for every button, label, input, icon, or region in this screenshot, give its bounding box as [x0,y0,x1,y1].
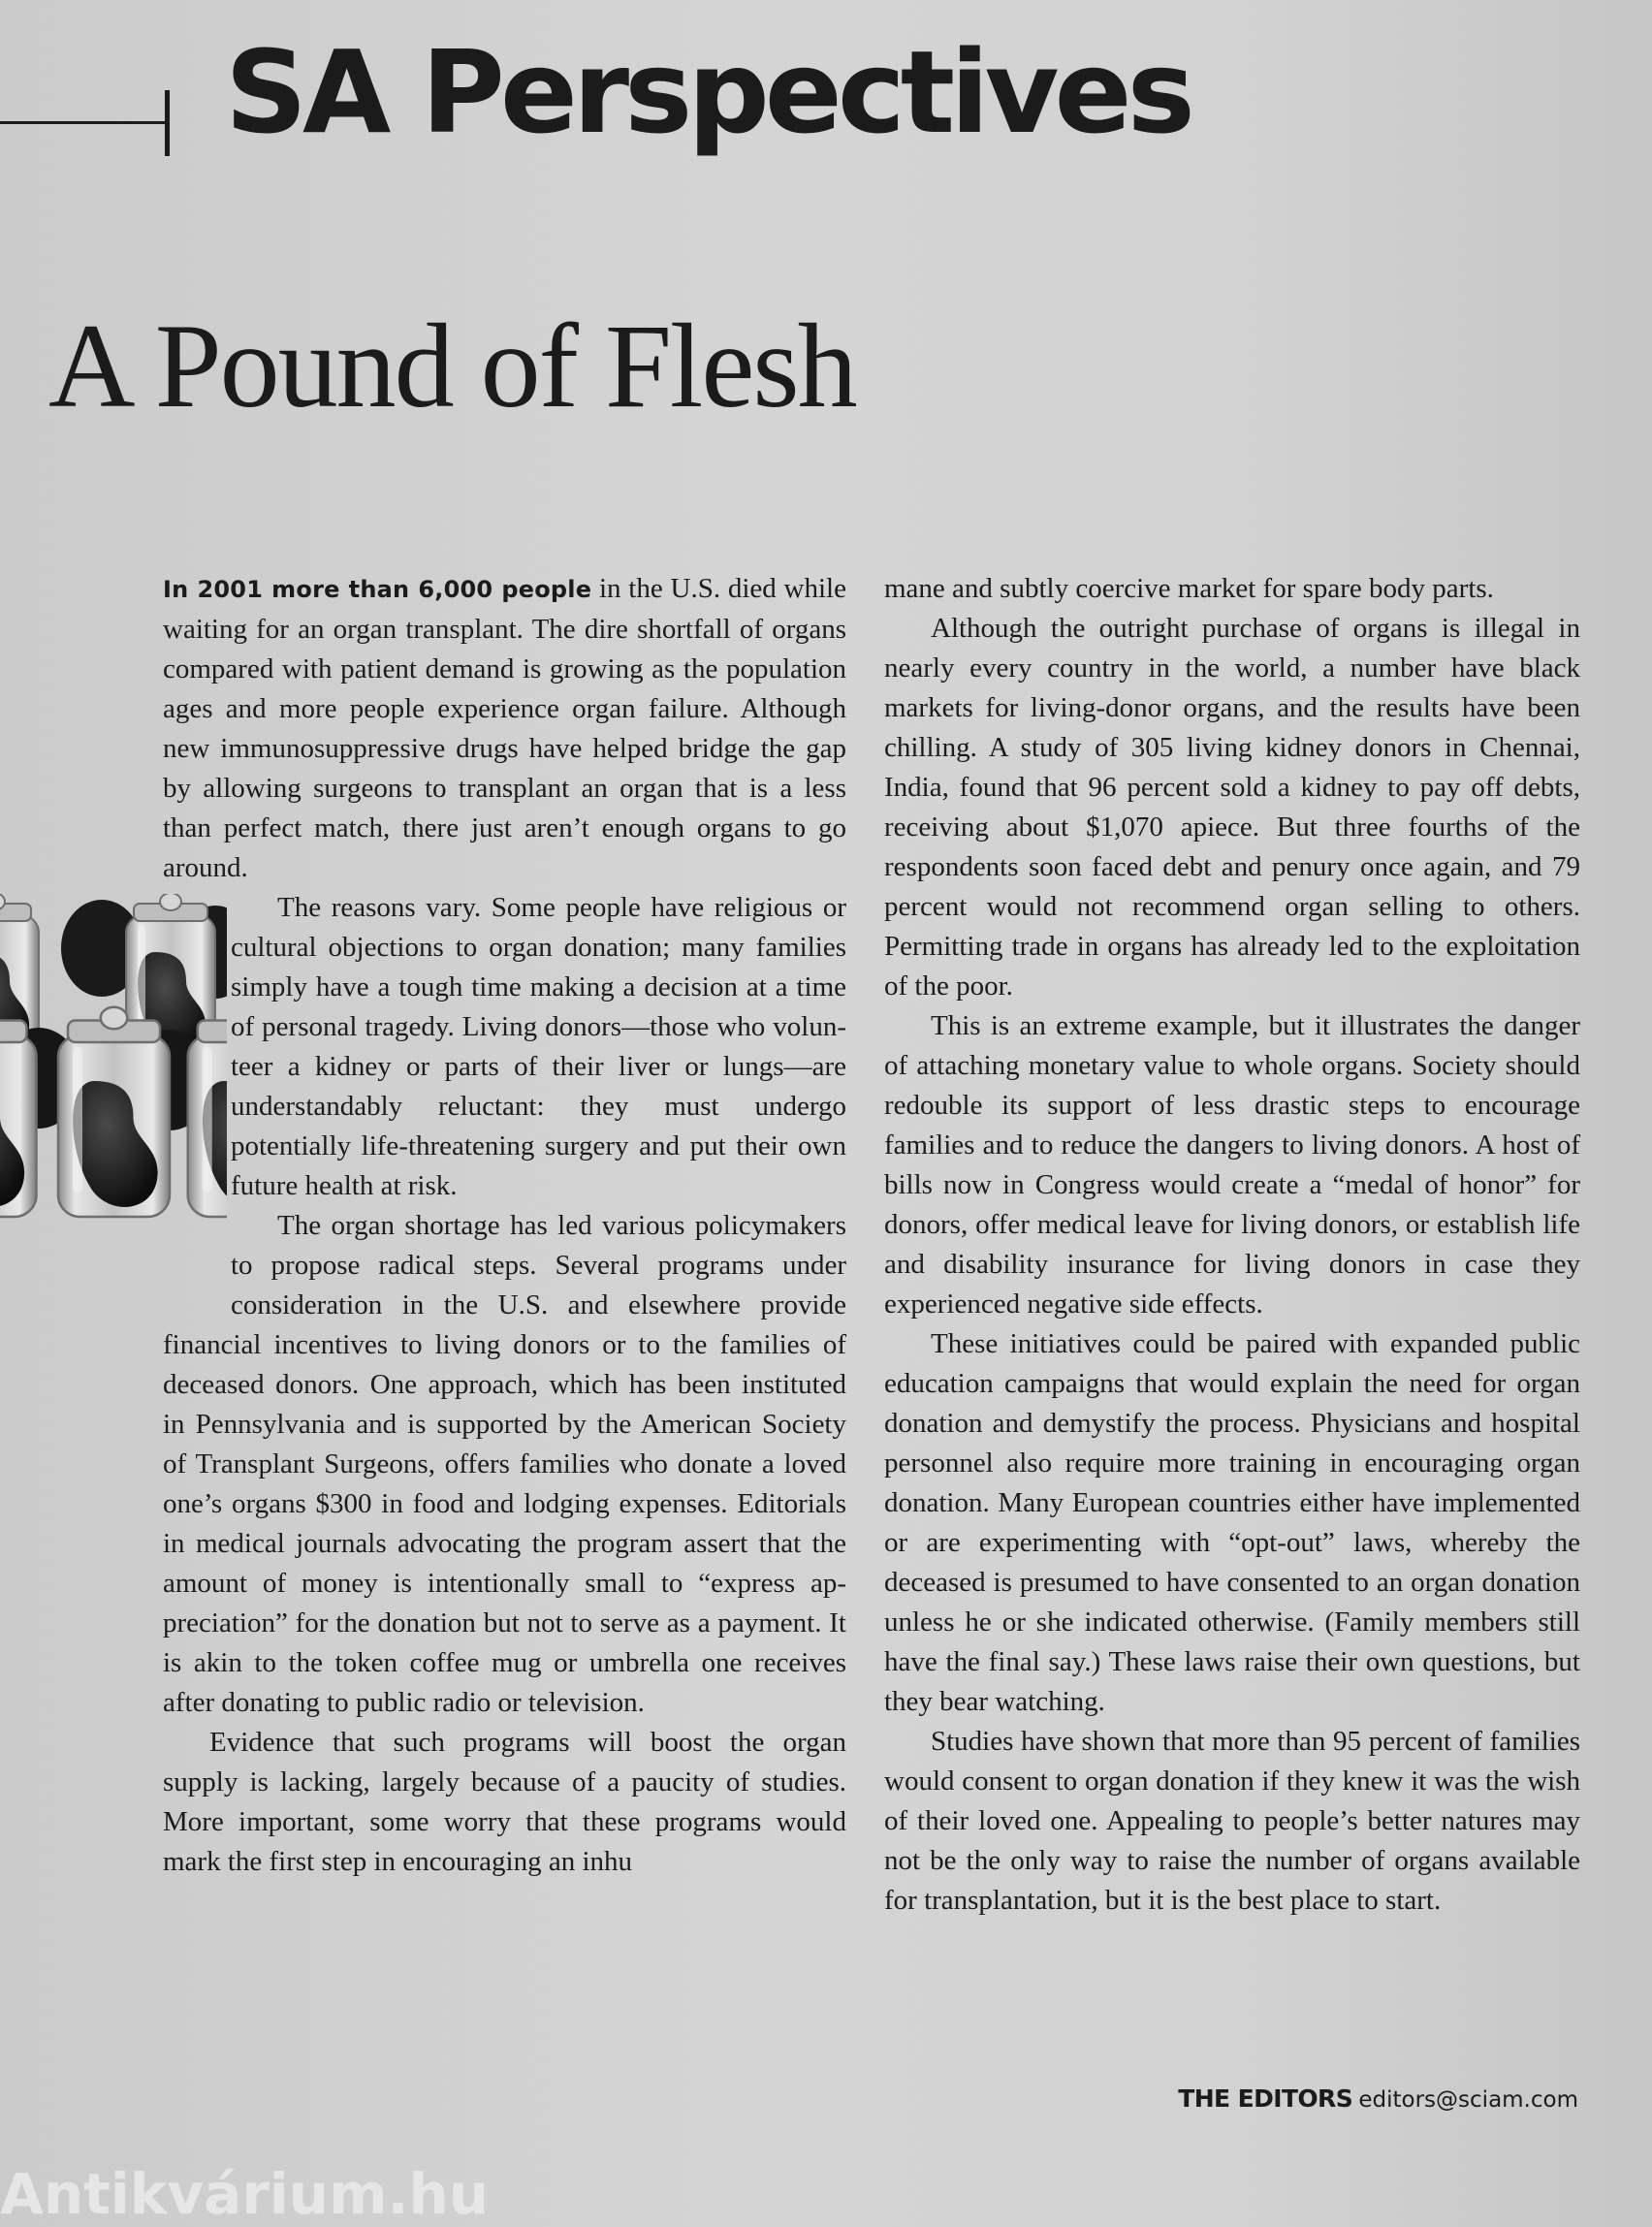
section-rule-horizontal [0,121,165,124]
section-title: SA Perspectives [225,25,1191,159]
article-paragraph [163,569,846,888]
article-paragraph: The organ shortage has led various policymakers to propose radical steps. Several programs under consideration in the U.S. and elsewhere provide financial incentives to living donors or to the families of deceased donors. One approach, which has been instituted in Pennsylvania and is supported by the American Society of Transplant Surgeons, offers families who donate a loved one’s organs $300 in food and lodging expenses. Editorials in medical journals advocating the program assert that the amount of money is intentionally small to “express appreciation” for the donation but not to serve as a payment. It is akin to the token coffee mug or umbrella one receives after donating to public radio or television. [163,1210,846,1718]
article-paragraph: Evidence that such programs will boost the organ supply is lacking, largely because of a paucity of studies. More important, some worry that these programs would mark the first step in encouraging an inhu [163,1727,846,1877]
article-paragraph: These initiatives could be paired with expanded public education campaigns that would explain the need for organ donation and demystify the process. Physicians and hospital personnel also require more training in encouraging organ donation. Many European countries either have implemented or are experimenting with “opt-out” laws, whereby the deceased is presumed to have consented to an organ donation unless he or she indicated otherwise. (Family members still have the final say.) These laws raise their own questions, but they bear watching. [884,1328,1580,1717]
watermark-text: Antikvárium.hu [0,2161,490,2227]
kidney-jars-illustration [0,894,227,1291]
section-rule-tick [165,90,170,156]
paragraph-text: The reasons vary. Some people have religious or cultural objections to organ donation; many families simply have a tough time making a decision at a time of personal tragedy. Living donors—those who volunteer a kidney or parts of their liver or lungs—are understandably reluctant: they must undergo potentially life-threatening surgery and put their own future health at risk. [231,892,846,1201]
signature-name: THE EDITORS [1178,2084,1353,2113]
article-column-left [163,569,846,1882]
article-paragraph: Studies have shown that more than 95 percent of families would consent to organ donation if they knew it was the wish of their loved one. Appealing to people’s better natures may not be the only way to raise the number of organs available for transplantation, but it is the best place to start. [884,1726,1580,1916]
article-headline: A Pound of Flesh [48,300,856,432]
article-paragraph: Although the outright purchase of organs is illegal in nearly every country in the world, a number have black markets for living-donor organs, and the results have been chilling. A study of 305 living kidney donors in Chennai, India, found that 96 percent sold a kidney to pay off debts, receiving about $1,070 apiece. But three fourths of the respondents soon faced debt and penury once again, and 79 percent would not recommend organ selling to others. Permitting trade in organs has already led to the exploitation of the poor. [884,613,1580,1002]
editors-signature [1178,2084,1578,2114]
article-paragraph-continued: mane and subtly coercive market for spare body parts. [884,573,1494,604]
article-column-right [884,569,1580,1921]
signature-email: editors@sciam.com [1358,2087,1578,2113]
article-paragraph: This is an extreme example, but it illustrates the danger of attaching monetary value to whole organs. Society should redouble its support of less drastic steps to encourage families and to reduce the dangers to living donors. A host of bills now in Congress would create a “medal of honor” for donors, offer medical leave for living donors, or establish life and disability insurance for living donors in case they experienced negative side effects. [884,1010,1580,1320]
article-paragraph [163,888,846,1206]
lead-in: In 2001 more than 6,000 people [163,576,592,603]
paragraph-text: in the U.S. died while waiting for an organ transplant. The dire shortfall of organs compared with patient demand is growing as the population ages and more people experience organ failure. Although new immunosuppressive drugs have helped bridge the gap by allowing surgeons to transplant an organ that is a less than perfect match, there just aren’t enough organs to go around. [163,573,846,883]
